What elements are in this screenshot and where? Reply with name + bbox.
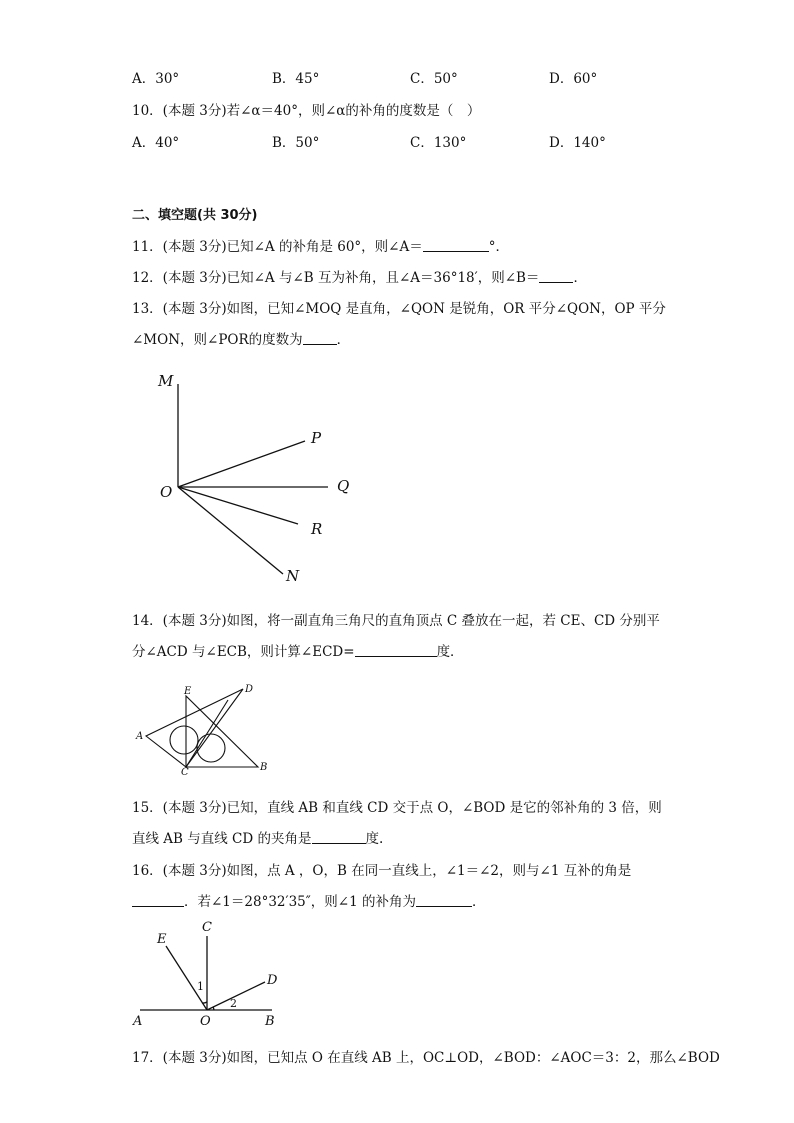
fig14-label-e: E [184,686,192,697]
q10-option-a[interactable]: A．40° [132,135,180,151]
label-r: R [311,520,323,538]
q9-option-b[interactable]: B．45° [272,71,320,87]
q9-option-c[interactable]: C．50° [410,71,458,87]
label-o: O [160,483,173,501]
fig16-label-d: D [267,973,278,988]
q10-stem: 10．(本题 3分)若∠α＝40°，则∠α的补角的度数是（ ） [132,103,481,119]
label-p: P [311,429,322,447]
fig16-label-a: A [133,1014,143,1029]
q14-text: 分∠ACD 与∠ECB，则计算∠ECD= [132,644,355,660]
fig14-label-d: D [245,684,254,695]
q11-text: 11．(本题 3分)已知∠A 的补角是 60°，则∠A＝ [132,239,423,255]
q10-option-c[interactable]: C．130° [410,135,467,151]
q11-text-after: °． [488,239,509,255]
q17-line1: 17．(本题 3分)如图，已知点 O 在直线 AB 上，OC⊥OD，∠BOD：∠AOC＝3：2，那么∠BOD [132,1050,720,1066]
q10-option-d[interactable]: D．140° [549,135,606,151]
fig14-label-c: C [181,767,189,778]
fig14-label-b: B [260,762,268,773]
q12-text-after: ． [573,270,587,286]
fig16-label-e: E [157,932,167,947]
fig16-label-o: O [200,1014,211,1029]
fig14-label-a: A [136,731,144,742]
q14-line1: 14．(本题 3分)如图，将一副直角三角尺的直角顶点 C 叠放在一起，若 CE、CD 分别平 [132,613,660,629]
ray-oe [166,946,207,1010]
label-m: M [158,372,174,390]
q14-text-after: 度． [436,644,464,660]
fig16-angle-1: 1 [197,980,204,993]
label-q: Q [337,477,350,495]
fig16-angle-2: 2 [230,997,237,1010]
q13-line1: 13．(本题 3分)如图，已知∠MOQ 是直角，∠QON 是锐角，OR 平分∠QON，OP 平分 [132,301,666,317]
q15-text: 直线 AB 与直线 CD 的夹角是 [132,831,312,847]
q16-text-after: ． [472,894,486,910]
q9-option-a[interactable]: A．30° [132,71,180,87]
q12-text: 12．(本题 3分)已知∠A 与∠B 互为补角，且∠A＝36°18′，则∠B＝ [132,270,540,286]
fig16-label-c: C [202,920,212,935]
q15-text-after: 度. [365,831,384,847]
label-n: N [286,567,300,585]
section-title: 二、填空题(共 30分) [132,208,258,223]
q13-text: ∠MON，则∠POR的度数为 [132,332,303,348]
q13-text-after: ． [336,332,351,348]
q16-text: ．若∠1＝28°32′35″，则∠1 的补角为 [184,894,416,910]
q10-option-b[interactable]: B．50° [272,135,320,151]
angle-arc-1 [202,1002,207,1003]
fig16-label-b: B [265,1014,275,1029]
q9-option-d[interactable]: D．60° [549,71,598,87]
q16-line1: 16．(本题 3分)如图，点 A ，O，B 在同一直线上，∠1＝∠2，则与∠1 互补的角是 [132,863,632,879]
q15-line1: 15．(本题 3分)已知，直线 AB 和直线 CD 交于点 O，∠BOD 是它的邻补角的 3 倍，则 [132,800,662,816]
